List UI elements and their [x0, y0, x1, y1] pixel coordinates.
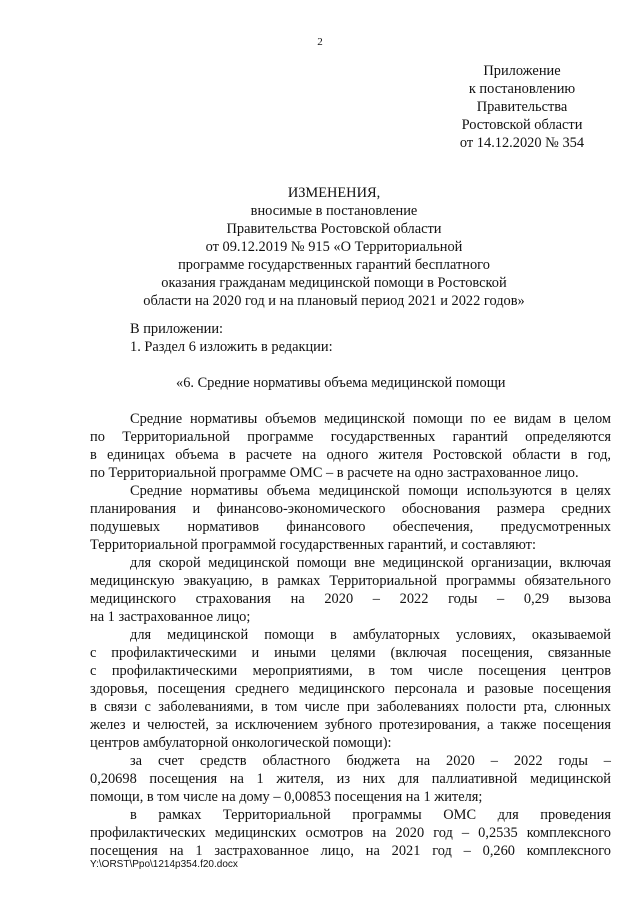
body-line: центров амбулаторной онкологической помощи):	[90, 735, 392, 751]
body-line: помощи, в том числе на дому – 0,00853 посещения на 1 жителя;	[90, 789, 483, 805]
title-line: оказания гражданам медицинской помощи в Ростовской	[161, 275, 507, 291]
appendix-line: к постановлению	[468, 81, 576, 97]
appendix-line: от 14.12.2020 № 354	[459, 135, 585, 151]
body-line: по Территориальной программе ОМС – в расчете на одно застрахованное лицо.	[90, 465, 579, 481]
body-line: посещения на 1 застрахованное лицо, на 2021 год – 0,260 комплексного	[90, 843, 611, 859]
title-line: области на 2020 год и на плановый период 2021 и 2022 годов»	[143, 293, 525, 309]
body-line: Территориальной программой государственных гарантий, и составляют:	[90, 537, 536, 553]
body-line: желез и челюстей, за исключением зубного протезирования, а также посещения	[90, 717, 611, 733]
body-line: с профилактическими и иными целями (включая посещения, связанные	[90, 645, 611, 661]
body-line: здоровья, посещения среднего медицинского персонала и разовые посещения	[90, 681, 611, 697]
file-path-footer: Y:\ORST\Ppo\1214p354.f20.docx	[90, 859, 238, 870]
appendix-block	[440, 62, 604, 152]
body-line: Средние нормативы объема медицинской помощи используются в целях	[130, 483, 611, 499]
body-line: для скорой медицинской помощи вне медицинской организации, включая	[130, 555, 611, 571]
body-line: в единицах объема в расчете на одного жителя Ростовской области в год,	[90, 447, 611, 463]
page-number: 2	[317, 36, 323, 48]
body-line: в связи с заболеваниями, в том числе при заболеваниях полости рта, слюнных	[90, 699, 611, 715]
body-line: Средние нормативы объемов медицинской помощи по ее видам в целом	[130, 411, 611, 427]
body-line: подушевых нормативов финансового обеспечения, предусмотренных	[90, 519, 611, 535]
body-line: с профилактическими мероприятиями, в том числе посещения центров	[90, 663, 611, 679]
body-line: профилактических медицинских осмотров на 2020 год – 0,2535 комплексного	[90, 825, 611, 841]
body-line: для медицинской помощи в амбулаторных условиях, оказываемой	[130, 627, 611, 643]
body-line: медицинского страхования на 2020 – 2022 годы – 0,29 вызова	[90, 591, 611, 607]
title-line: от 09.12.2019 № 915 «О Территориальной	[205, 239, 463, 255]
title-line: вносимые в постановление	[250, 203, 418, 219]
document-title	[120, 184, 548, 310]
intro-line: 1. Раздел 6 изложить в редакции:	[130, 339, 333, 355]
title-line: ИЗМЕНЕНИЯ,	[287, 185, 381, 201]
intro-line: В приложении:	[130, 321, 224, 337]
body-line: на 1 застрахованное лицо;	[90, 609, 251, 625]
title-line: программе государственных гарантий бесплатного	[178, 257, 490, 273]
appendix-line: Ростовской области	[461, 117, 583, 133]
body-line: планирования и финансово-экономического обоснования размера средних	[90, 501, 611, 517]
body-line: в рамках Территориальной программы ОМС для проведения	[130, 807, 611, 823]
body-line: медицинскую эвакуацию, в рамках Территориальной программы обязательного	[90, 573, 611, 589]
section-heading: «6. Средние нормативы объема медицинской помощи	[176, 375, 506, 391]
title-line: Правительства Ростовской области	[226, 221, 442, 237]
body-line: за счет средств областного бюджета на 2020 – 2022 годы –	[130, 753, 611, 769]
body-line: по Территориальной программе государственных гарантий определяются	[90, 429, 611, 445]
appendix-line: Правительства	[476, 99, 568, 115]
appendix-line: Приложение	[483, 63, 561, 79]
body-line: 0,20698 посещения на 1 жителя, из них для паллиативной медицинской	[90, 771, 611, 787]
